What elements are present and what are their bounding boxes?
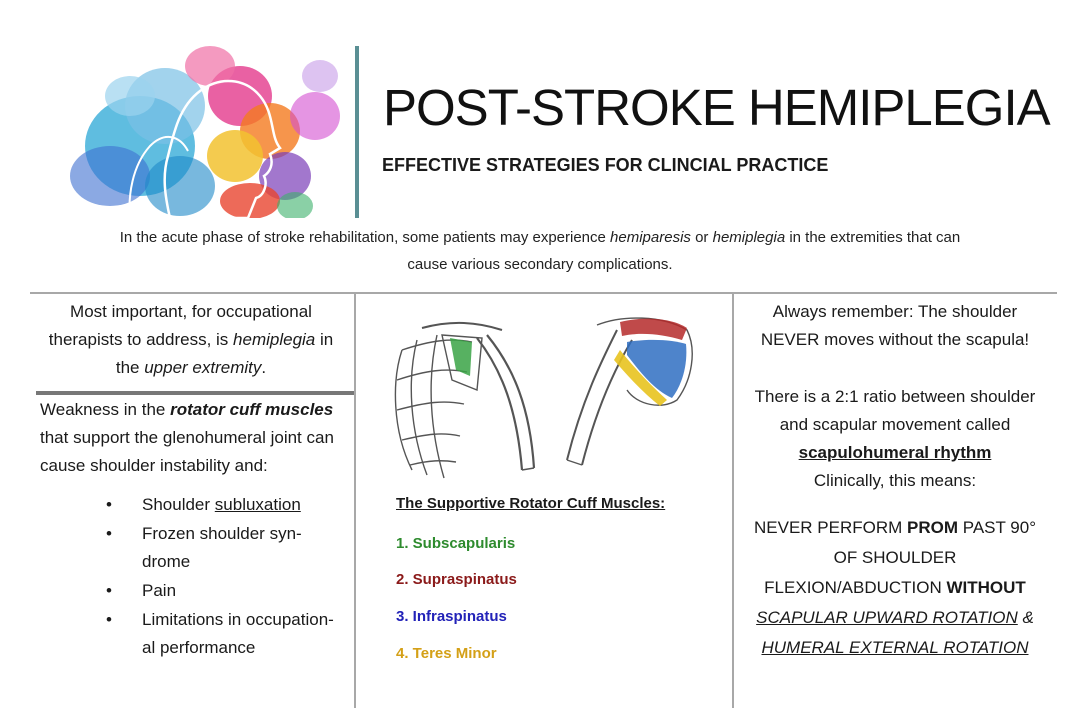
note-text: . [261,358,267,377]
page-title: POST-STROKE HEMIPLEGIA [383,79,1050,136]
note-text: in the [115,330,334,377]
warning-strong: PROM [907,518,959,537]
intro-paragraph [60,224,1020,278]
column-divider-left [354,294,356,708]
warning-text: NEVER PERFORM [753,518,908,537]
note-emphasis: hemiplegia [233,330,316,349]
muscle-teres-minor: 4. Teres Minor [396,645,497,662]
list-item-text: Shoulder [142,495,215,514]
ratio-text: There is a 2:1 ratio between shoulder and scapular movement called [754,387,1036,434]
weakness-text: Weakness in the [40,400,171,419]
list-item-text: Pain [142,581,177,600]
intro-text: in the extremities that can [785,229,961,246]
warning-text: PAST 90° [958,518,1037,537]
muscles-list-title: The Supportive Rotator Cuff Muscles: [396,495,666,512]
weakness-paragraph [40,396,350,480]
remember-note: Always remember: The shoulder NEVER moves without the scapula! [760,302,1030,349]
muscle-supraspinatus: 2. Supraspinatus [396,571,517,588]
important-note [36,298,346,382]
warning-emphasis: SCAPULAR UPWARD ROTATION [756,608,1018,627]
intro-text: or [690,229,713,246]
muscle-infraspinatus: 3. Infraspinatus [396,608,507,625]
column-divider-right [732,294,734,708]
intro-emphasis: hemiplegia [712,229,786,246]
ratio-term: scapulohumeral rhythm [798,443,992,462]
left-column-rule [36,391,354,395]
list-item [106,491,346,519]
note-text: Most important, for occupational therapists to address, is [48,302,312,349]
intro-text: In the acute phase of stroke rehabilitation, some patients may experience [119,229,611,246]
ratio-paragraph [742,383,1048,495]
weakness-emphasis: rotator cuff muscles [170,400,334,419]
warning-text: OF SHOULDER [833,548,957,567]
warning-emphasis: HUMERAL EXTERNAL ROTATION [761,638,1029,657]
intro-emphasis: hemiparesis [610,229,691,246]
list-item-underlined: subluxation [214,495,301,514]
weakness-text: that support the glenohumeral joint can cause shoulder instability and: [40,428,334,475]
never-warning [736,513,1054,663]
header-divider [355,46,359,218]
note-emphasis: upper extremity [144,358,262,377]
list-item [106,520,346,576]
ratio-text: Clinically, this means: [813,471,977,490]
complications-list [106,491,346,663]
section-top-rule [30,292,1057,294]
list-item-text: Frozen shoulder syn-drome [142,524,302,571]
warning-text: & [1017,608,1034,627]
list-item [106,577,346,605]
list-item-text: Limitations in occupation-al performance [142,610,334,657]
intro-text: cause various secondary complications. [407,256,673,273]
supraspinatus-region [620,319,687,340]
list-item [106,606,346,662]
muscle-subscapularis: 1. Subscapularis [396,535,516,552]
page-subtitle: EFFECTIVE STRATEGIES FOR CLINCIAL PRACTICE [382,155,829,175]
brain-head-logo [70,36,355,218]
warning-strong: WITHOUT [946,578,1026,597]
warning-text: FLEXION/ABDUCTION [764,578,947,597]
rotator-cuff-anatomy-illustration [382,310,704,480]
